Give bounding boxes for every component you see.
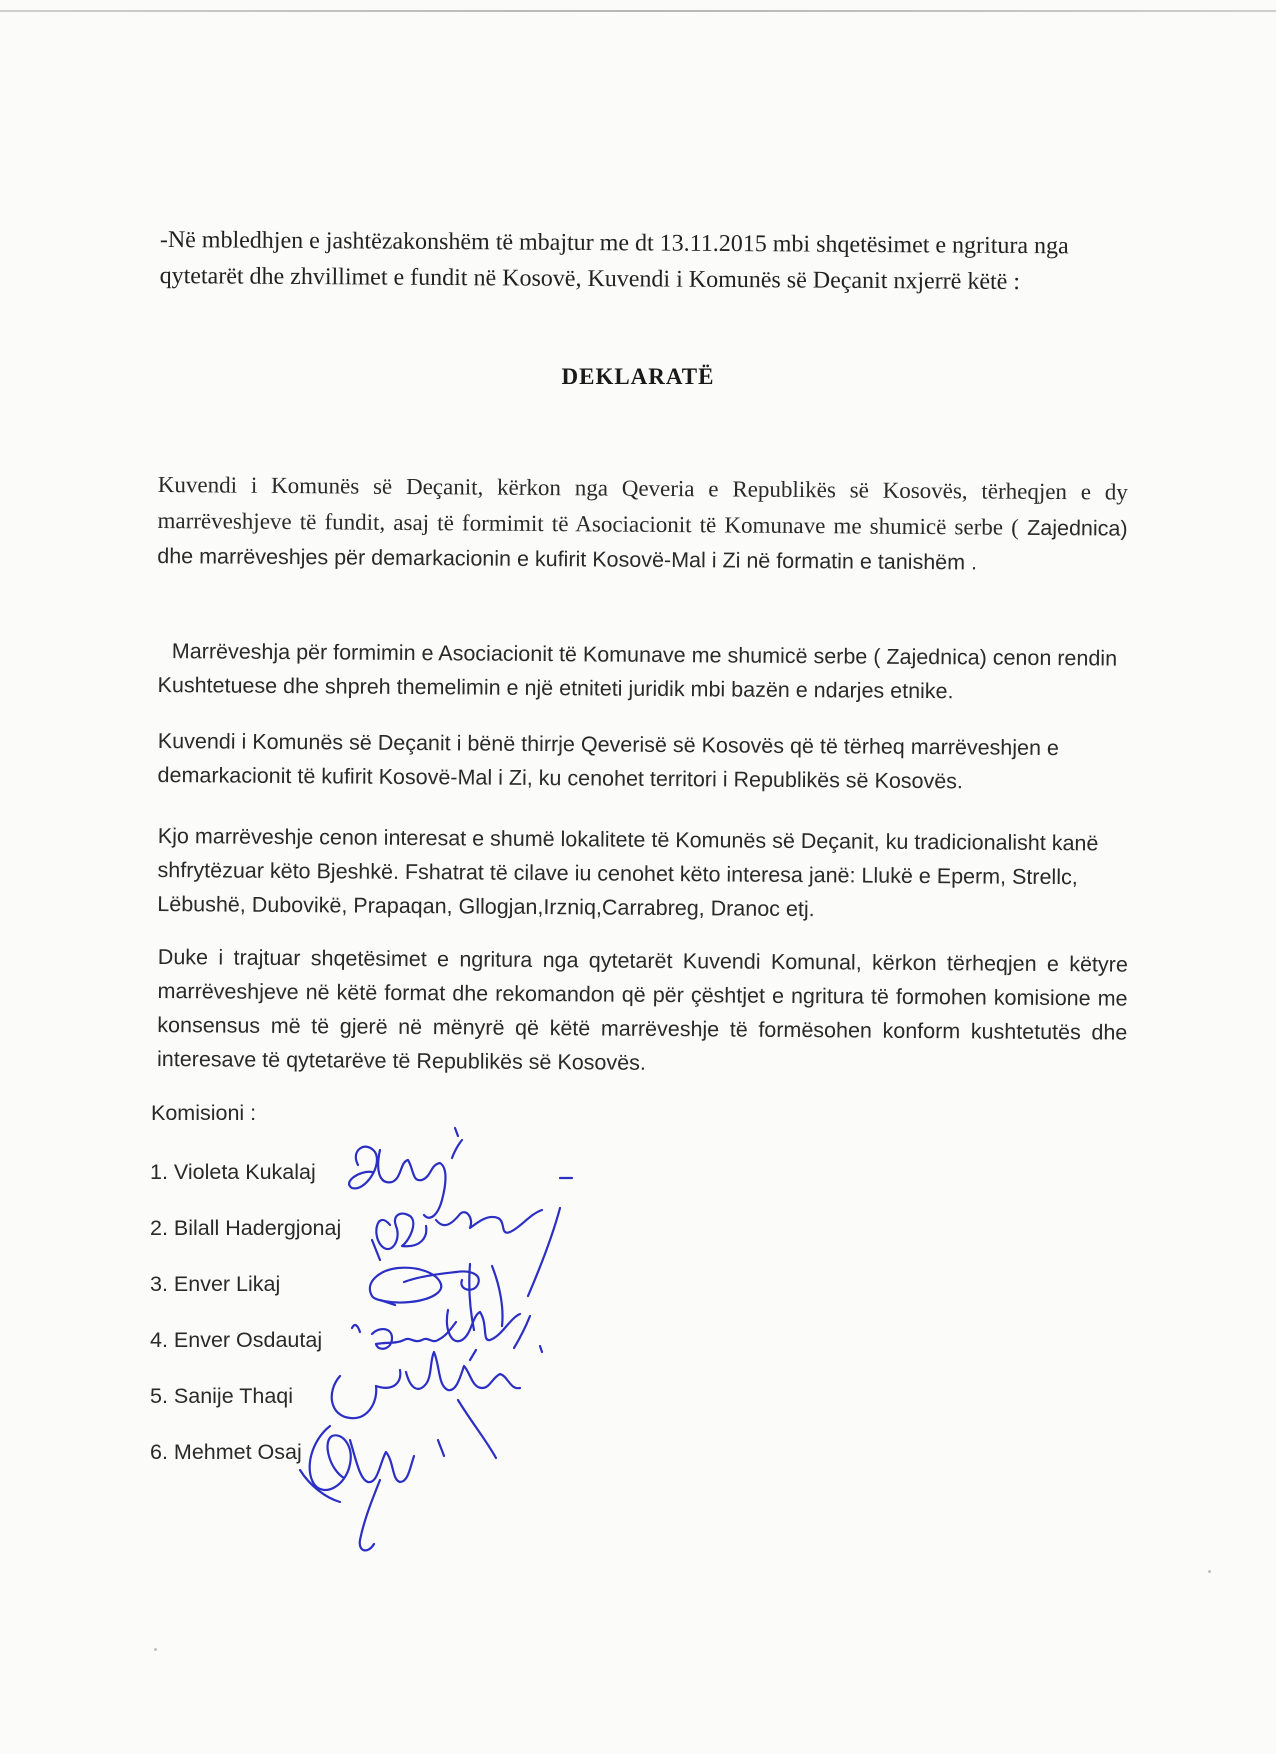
page-top-edge (0, 10, 1276, 12)
signature-1 (349, 1128, 572, 1218)
commission-member-list (150, 1158, 341, 1494)
signature-5 (332, 1350, 520, 1458)
member-item: 4. Enver Osdautaj (150, 1328, 323, 1352)
paragraph-5: Duke i trajtuar shqetësimet e ngritura nga qytetarët Kuvendi Komunal, kërkon tërheqjen e këtyre marrëveshjeve në këtë format dhe rekomandon që për çështjet e ngritura të formohen komisione me konsensus më të gjerë në mënyrë që këtë marrëveshje të formësohen konform kushtetutës dhe interesave të qytetarëve të Republikës së Kosovës. (156, 944, 1128, 1075)
paragraph-4: Kjo marrëveshje cenon interesat e shumë lokalitete të Komunës së Deçanit, ku tradicionalisht kanë shfrytëzuar këto Bjeshkë. Fshatrat të cilave iu cenohet këto interesa janë: Llukë e Eperm, Strellc, Lëbushë, Dubovikë, Prapaqan, Gllogjan,Irzniq,Carrabreg, Dranoc etj. (157, 823, 1099, 922)
paragraph-3: Kuvendi i Komunës së Deçanit i bënë thirrje Qeverisë së Kosovës që të tërheq marrëveshjen e demarkacionit të kufirit Kosovë-Mal i Zi, ku cenohet territori i Republikës së Kosovës. (157, 728, 1060, 794)
paragraph-2: Marrëveshja për formimin e Asociacionit të Komunave me shumicë serbe ( Zajednica) cenon rendin Kushtetuese dhe shpreh themelimin e një etniteti juridik mbi bazën e ndarjes etnike. (157, 639, 1118, 704)
signature-3 (370, 1264, 503, 1330)
intro-paragraph: -Në mbledhjen e jashtëzakonshëm të mbajtur me dt 13.11.2015 mbi shqetësimet e ngritura nga qytetarët dhe zhvillimet e fundit në Kosovë, Kuvendi i Komunës së Deçanit nxjerrë këtë : (159, 226, 1069, 296)
paragraph-1 (157, 467, 1128, 582)
paragraph-1-rest: Zajednica) dhe marrëveshjes për demarkacionin e kufirit Kosovë-Mal i Zi në formatin e tanishëm . (157, 515, 1128, 575)
scan-speck (154, 1648, 157, 1651)
member-item: 3. Enver Likaj (150, 1272, 281, 1296)
paragraph-1-serif-part: Kuvendi i Komunës së Deçanit, kërkon nga Qeveria e Republikës së Kosovës, tërheqjen e dy marrëveshjeve të fundit, asaj të formimit të Asociacionit të Komunave me shumicë serbe ( (157, 471, 1128, 540)
member-item: 6. Mehmet Osaj (150, 1440, 302, 1464)
scan-speck (1208, 1570, 1211, 1573)
member-item: 2. Bilall Hadergjonaj (150, 1216, 342, 1240)
signature-2 (372, 1208, 560, 1296)
member-item: 5. Sanije Thaqi (150, 1384, 294, 1408)
signature-4 (352, 1310, 542, 1352)
document-title: DEKLARATË (561, 364, 715, 389)
commission-label: Komisioni : (151, 1101, 257, 1125)
member-item: 1. Violeta Kukalaj (150, 1160, 316, 1184)
